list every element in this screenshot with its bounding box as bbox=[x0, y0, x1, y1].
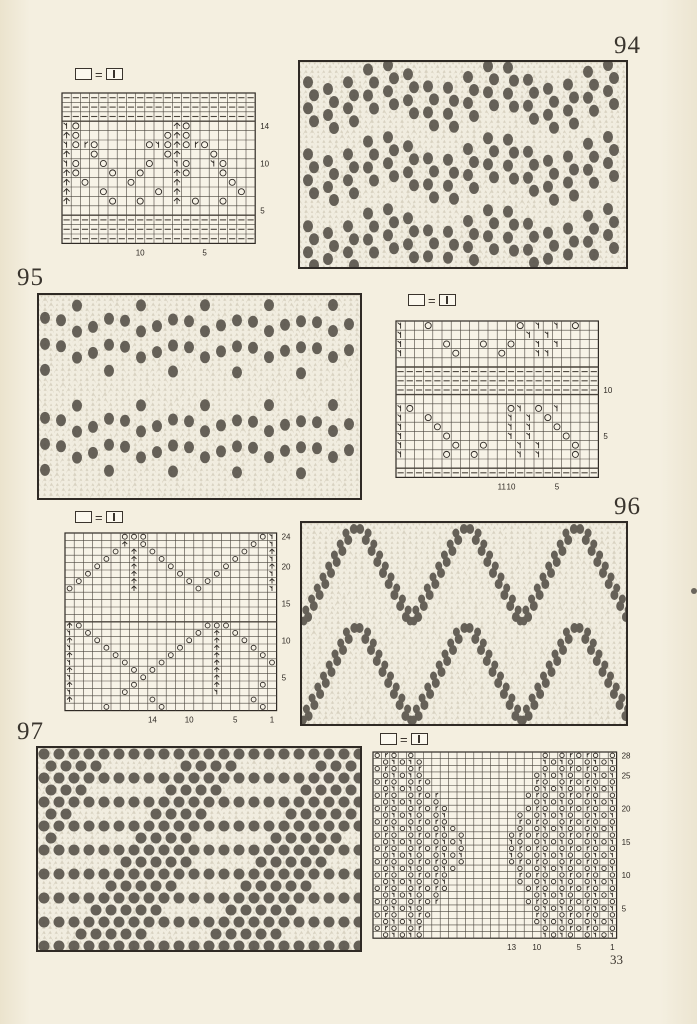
row-number-label: 10 bbox=[621, 871, 631, 881]
legend-equals: = bbox=[95, 66, 103, 82]
row-number-label: 5 bbox=[603, 432, 608, 441]
symbol-legend-97 bbox=[380, 732, 428, 746]
knit-stitch-symbol bbox=[411, 733, 428, 745]
row-number-label: 15 bbox=[621, 837, 631, 847]
stitch-number-label: 5 bbox=[232, 715, 238, 725]
knit-sample-photo-94 bbox=[298, 60, 628, 269]
pattern-number-97: 97 bbox=[17, 718, 44, 745]
legend-equals: = bbox=[428, 292, 436, 308]
page-number: 33 bbox=[610, 952, 623, 967]
knit-stitch-symbol bbox=[106, 511, 123, 523]
pattern-number-95: 95 bbox=[17, 264, 44, 291]
stitch-number-label: 1 bbox=[610, 943, 615, 953]
stitch-number-label: 11 bbox=[497, 482, 506, 492]
stitch-number-label: 5 bbox=[576, 943, 582, 953]
knit-sample-photo-95 bbox=[37, 293, 362, 500]
row-number-label: 15 bbox=[281, 599, 291, 609]
stitch-chart-97 bbox=[373, 752, 647, 958]
row-number-label: 10 bbox=[281, 636, 291, 646]
stitch-number-label: 10 bbox=[506, 482, 516, 492]
pattern-number-94: 94 bbox=[614, 32, 641, 59]
row-number-label: 14 bbox=[260, 121, 270, 131]
knit-stitch-symbol bbox=[106, 68, 123, 80]
stitch-chart-96 bbox=[65, 533, 307, 731]
stitch-number-label: 10 bbox=[532, 943, 542, 953]
row-number-label: 10 bbox=[260, 159, 270, 169]
legend-equals: = bbox=[95, 509, 103, 525]
knit-stitch-symbol bbox=[439, 294, 456, 306]
stitch-chart-95 bbox=[396, 321, 628, 497]
binding-hole bbox=[691, 588, 697, 594]
stitch-number-label: 5 bbox=[554, 482, 560, 492]
row-number-label: 5 bbox=[260, 206, 265, 216]
empty-cell-symbol bbox=[75, 511, 92, 523]
pattern-number-96: 96 bbox=[614, 493, 641, 520]
knit-sample-photo-96 bbox=[300, 521, 628, 726]
empty-cell-symbol bbox=[380, 733, 397, 745]
stitch-number-label: 14 bbox=[147, 715, 157, 725]
stitch-number-label: 10 bbox=[184, 715, 194, 725]
row-number-label: 5 bbox=[621, 904, 627, 914]
stitch-number-label: 13 bbox=[507, 943, 517, 953]
stitch-number-label: 5 bbox=[202, 248, 207, 258]
row-number-label: 10 bbox=[603, 386, 613, 395]
row-number-label: 20 bbox=[281, 562, 291, 572]
symbol-legend-94 bbox=[75, 67, 123, 81]
row-number-label: 28 bbox=[621, 751, 631, 761]
row-number-label: 25 bbox=[621, 771, 631, 781]
stitch-chart-94 bbox=[62, 93, 285, 263]
empty-cell-symbol bbox=[408, 294, 425, 306]
knit-sample-photo-97 bbox=[36, 746, 362, 952]
empty-cell-symbol bbox=[75, 68, 92, 80]
stitch-number-label: 1 bbox=[269, 715, 275, 725]
symbol-legend-96 bbox=[75, 510, 123, 524]
stitch-number-label: 10 bbox=[135, 248, 145, 258]
row-number-label: 24 bbox=[281, 532, 291, 542]
legend-equals: = bbox=[400, 731, 408, 747]
row-number-label: 5 bbox=[281, 673, 287, 683]
symbol-legend-95 bbox=[408, 293, 456, 307]
row-number-label: 20 bbox=[621, 804, 631, 814]
